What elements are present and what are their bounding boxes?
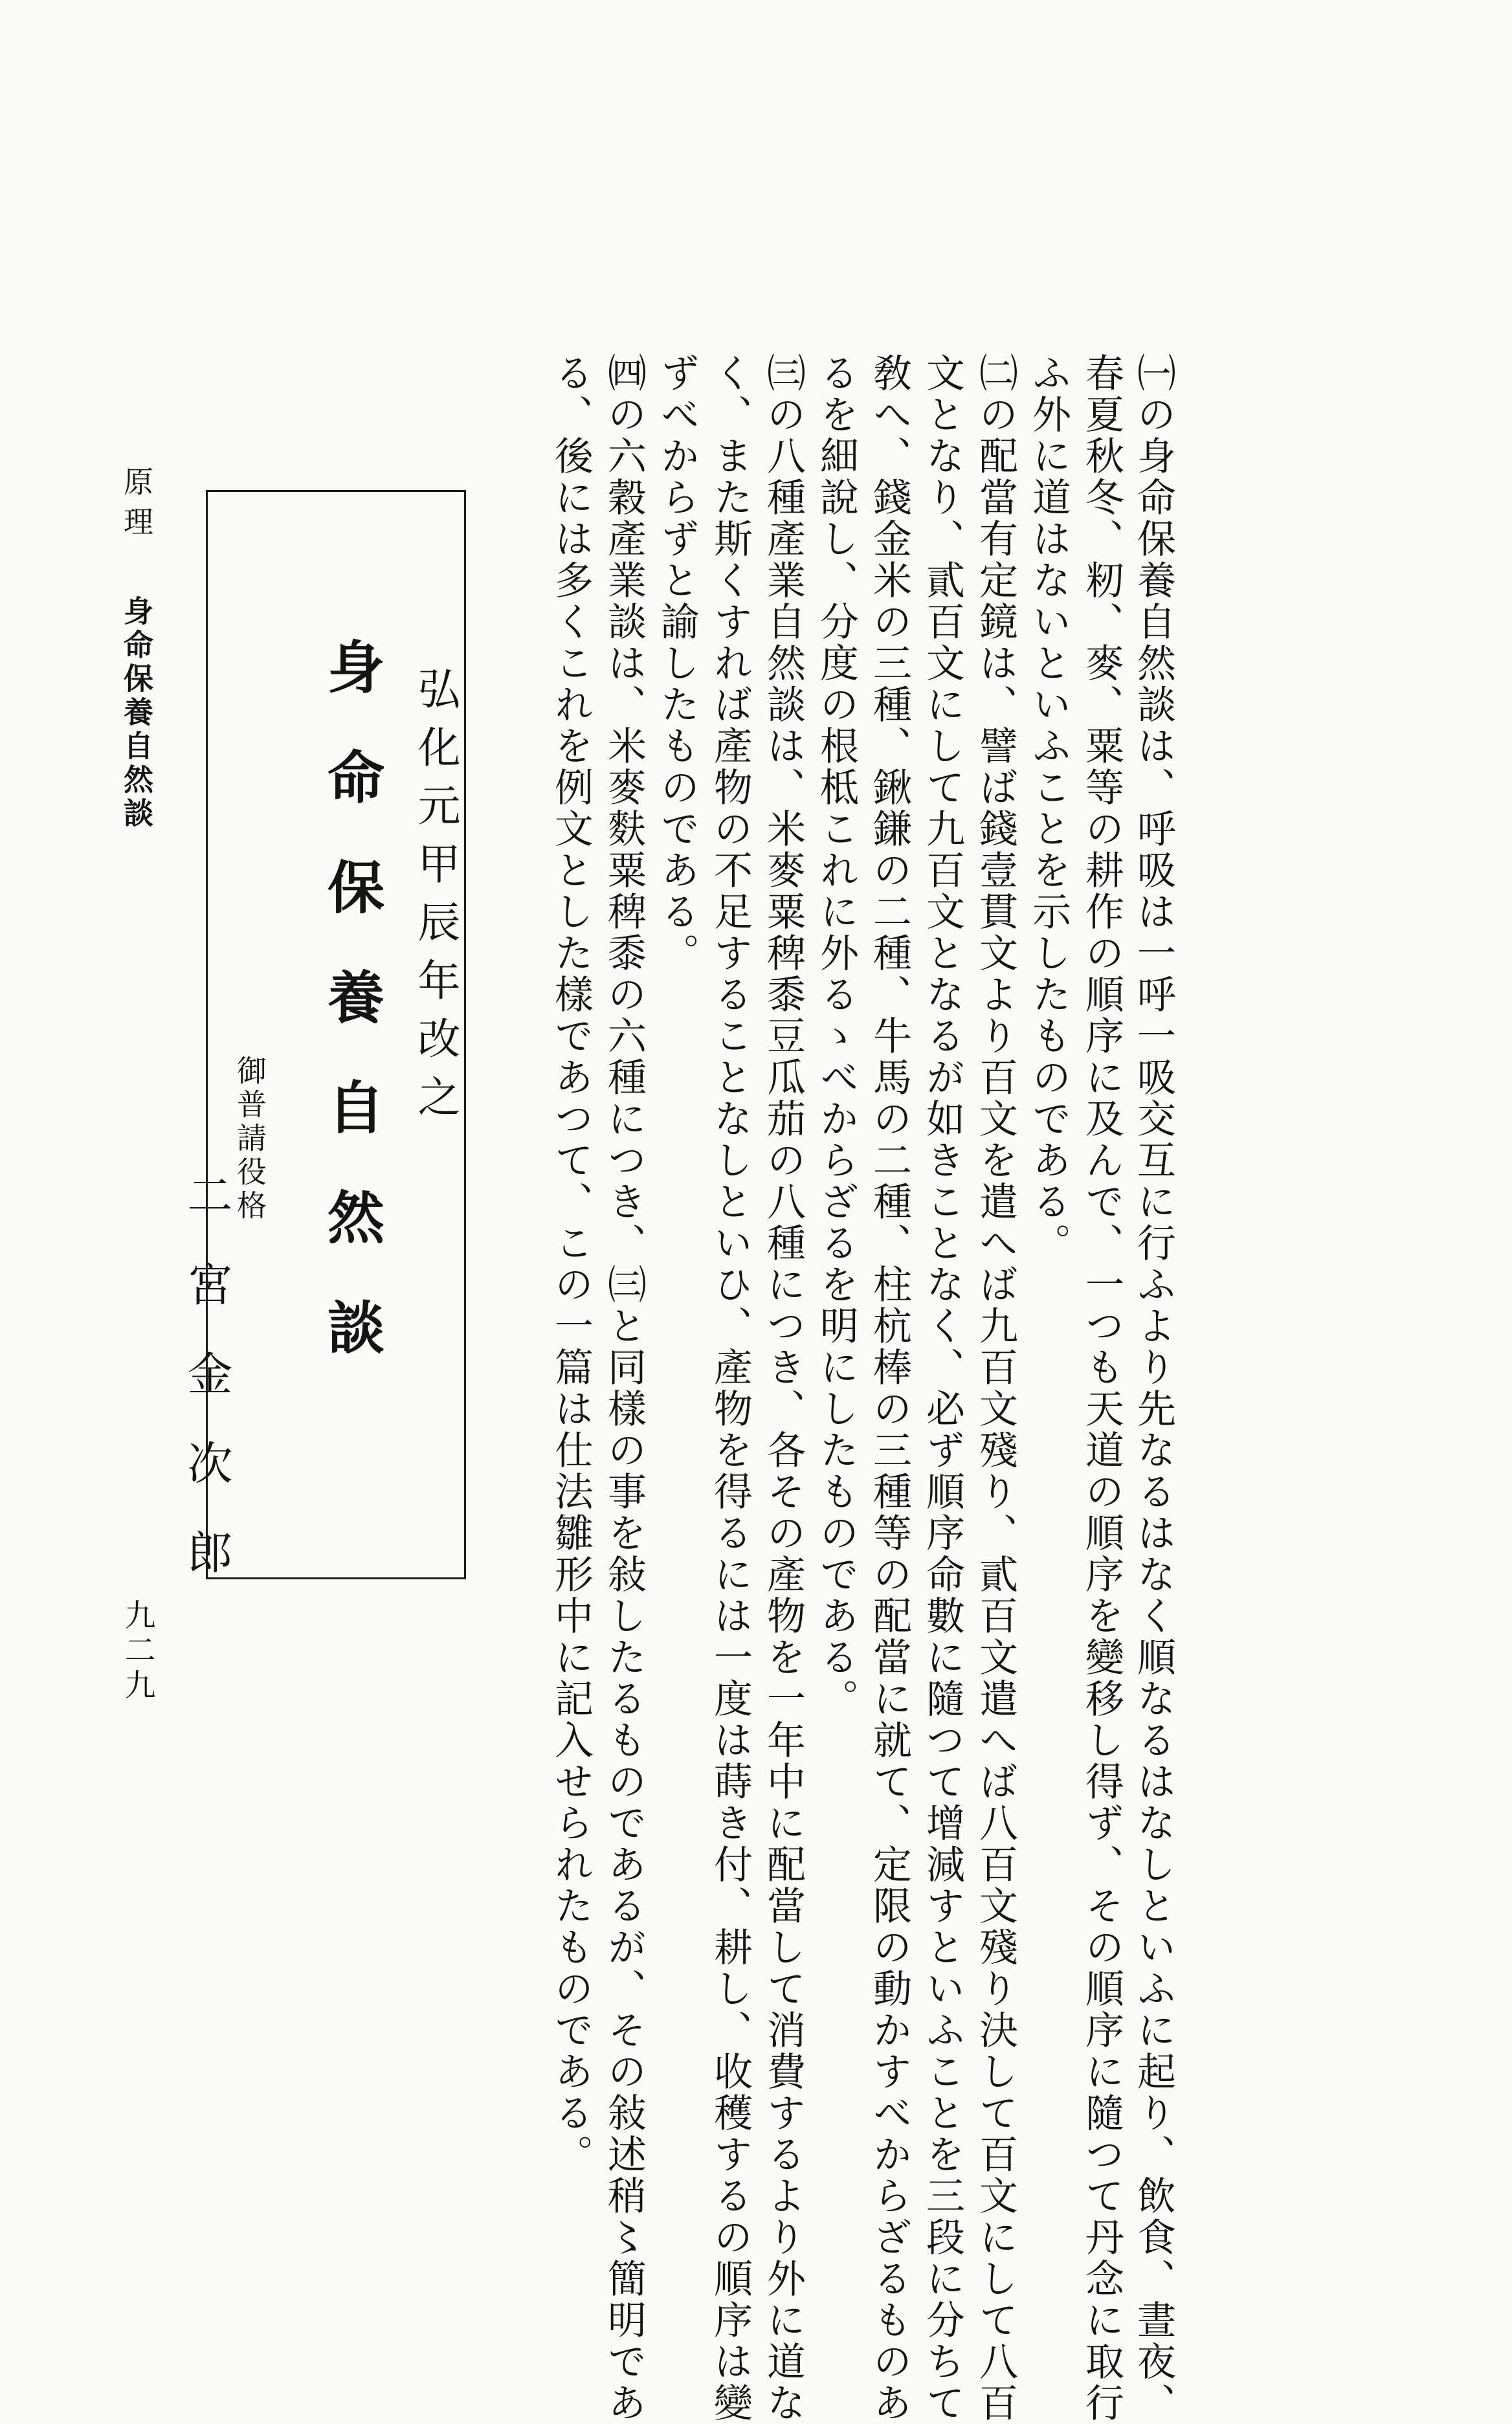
running-head-section: 原理 (119, 466, 154, 546)
title-box (180, 490, 466, 1618)
paragraph-4-line-2: る、後には多くこれを例文とした樣であつて、この一篇は仕法雛形中に記入せられたものである。 (548, 353, 594, 2175)
paragraph-4-line-1: ㈣の六穀產業談は、米麥麩粟稗黍の六種につき、㈢と同樣の事を敍したるものであるが、その敍述稍〻簡明であ (601, 353, 647, 2424)
author-rank: 御普請役格 (232, 1055, 267, 1223)
paragraph-2-line-1: ㈡の配當有定鏡は、譬ば錢壹貫文より百文を遣へば九百文殘り、貳百文遣へば八百文殘り決して百文にして八百 (973, 353, 1018, 2424)
paragraph-1-line-2: 春夏秋冬、籾、麥、粟等の耕作の順序に及んで、一つも天道の順序を變移し得ず、その順序に隨つて丹念に取行 (1079, 353, 1124, 2424)
paragraph-3-line-1: ㈢の八種產業自然談は、米麥粟稗黍豆瓜茄の八種につき、各その產物を一年中に配當して消費するより外に道な (761, 353, 806, 2424)
paragraph-1-line-3: ふ外に道はないといふことを示したものである。 (1026, 353, 1071, 1264)
paragraph-1-line-1: ㈠の身命保養自然談は、呼吸は一呼一吸交互に行ふより先なるはなく順なるはなしといふに起り、飲食、晝夜、 (1131, 353, 1176, 2424)
date-line: 弘化元甲辰年改之 (410, 667, 460, 1133)
paragraph-3-line-3: ずべからずと諭したものである。 (654, 353, 700, 974)
paragraph-2-line-3: 敎へ、錢金米の三種、鍬鎌の二種、牛馬の二種、柱杭棒の三種等の配當に就て、定限の動かすべからざるものあ (867, 353, 912, 2424)
author-name: 二宮金次郎 (180, 1172, 233, 1618)
document-title: 身命保養自然談 (318, 638, 386, 1408)
page-number: 九二九 (119, 1599, 155, 1704)
paragraph-2-line-4: るを細說し、分度の根柢これに外るゝべからざるを明にしたものである。 (814, 353, 859, 1720)
running-head-subtitle: 身命保養自然談 (119, 595, 154, 831)
paragraph-3-line-2: く、また斯くすれば產物の不足することなしといひ、產物を得るには一度は蒔き付、耕し、收穫するの順序は變 (707, 353, 753, 2424)
paragraph-2-line-2: 文となり、貳百文にして九百文となるが如きことなく、必ず順序命數に隨つて增減すといふことを三段に分ちて (920, 353, 965, 2424)
